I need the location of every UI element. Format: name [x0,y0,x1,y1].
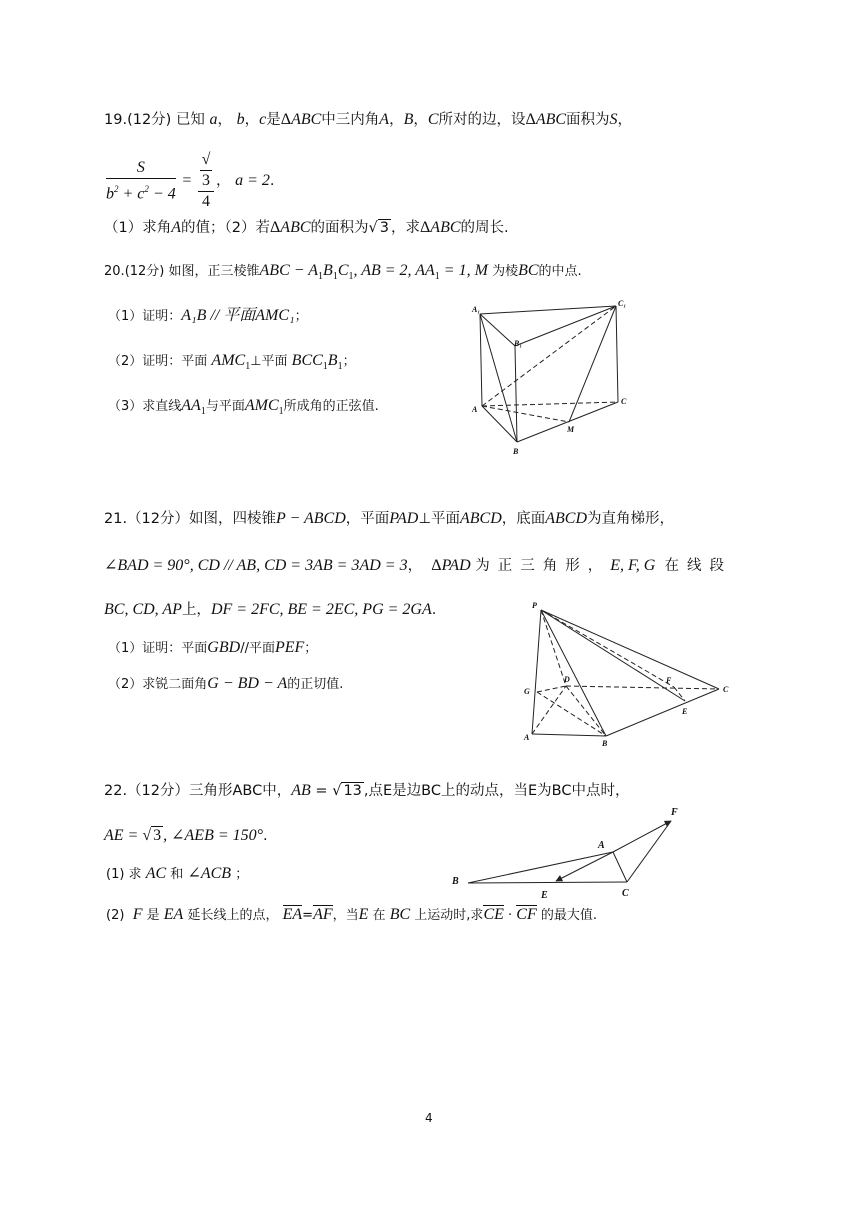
label-p: P [532,601,537,610]
label-a: A [524,733,530,742]
page-number: 4 [425,1111,433,1125]
q22-line2: AE = √ 3 , ∠AEB = 150°. [104,827,268,844]
label-a: A [598,840,605,851]
triangle-figure [446,800,691,900]
pyramid-figure [520,598,735,752]
q20-part2: （2）证明：平面 $AMC_1\perp$平面 $BCC_1B_1$； [108,352,356,373]
q21-line2: ∠BAD = 90°, CD // AB, CD = 3AB = 3AD = 3， ΔPAD 为正三角形，E, F, G 在线段 [104,557,733,574]
label-f: F [671,807,678,818]
label-e: E [541,890,548,900]
label-b: B [513,447,519,456]
fraction-s: $\frac{S}{b^2 + c^2 - 4}$ [106,158,176,203]
label-c: C [621,397,627,406]
q22-part2: (2) F 是 EA 延长线上的点， EA=AF，当E 在 BC 上运动时,求CE · CF 的最大值. [106,906,598,923]
q19-line1: 19.(12分) 已知 a， b，c是ΔABC中三内角A，B，C所对的边，设ΔABC面积为S， [104,111,633,128]
label-d: D [564,675,570,684]
label-g: G [524,687,530,696]
label-b: B [602,739,608,748]
q20-part3: （3）求直线$AA_1$与平面$AMC_1$所成角的正弦值. [108,397,379,418]
label-a1: A₁ [472,305,481,314]
label-m: M [567,425,575,434]
q19-line3: （1）求角A的值；（2）若ΔABC的面积为√ 3 ，求ΔABC的周长. [104,219,509,236]
q22-line1: 22.（12分）三角形ABC中，AB = √ 13 ,点E是边BC上的动点，当E为BC中点时， [104,782,630,799]
label-b1: B₁ [514,339,523,348]
q19-line2: $\frac{S}{b^2 + c^2 - 4}$ = √ 3 4 ， a = 2. [106,151,275,210]
label-c: C [723,685,729,694]
label-e: E [682,707,688,716]
q22-part1: (1) 求 AC 和 ∠ACB ； [106,865,249,882]
fraction-sqrt3-4: √ 3 4 [198,150,214,212]
label-c: C [622,888,629,899]
prism-figure [464,296,634,460]
label-a: A [472,405,478,414]
q20-part1: （1）证明：A₁B // 平面AMC₁； [108,307,308,324]
q21-line3: BC, CD, AP上，DF = 2FC, BE = 2EC, PG = 2GA. [104,601,437,618]
label-f: F [666,676,672,685]
q20-line1: 20.(12分) 如图，正三棱锥ABC − $A_1B_1C_1$, AB = 2, $AA_1 = 1$, M 为棱BC的中点. [104,262,582,283]
label-c1: C₁ [618,299,627,308]
q21-line1: 21.（12分）如图，四棱锥P − ABCD，平面PAD⊥平面ABCD，底面ABCD为直角梯形， [104,510,675,527]
q21-part2: （2）求锐二面角G − BD − A的正切值. [108,675,344,692]
q21-part1: （1）证明：平面GBD//平面PEF； [108,639,318,656]
label-b: B [452,876,459,887]
